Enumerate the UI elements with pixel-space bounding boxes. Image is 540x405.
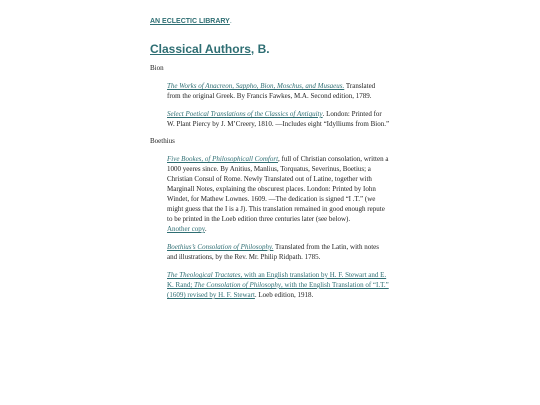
book-title-link[interactable]: The Theological Tractates xyxy=(167,271,241,279)
book-description: Translated from the Latin, with notes and illustrations, by the Rev. Mr. Philip Ridpath. 1785. xyxy=(167,243,380,261)
page-title xyxy=(150,42,390,56)
book-title-link[interactable]: Five Bookes, of Philosophicall Comfort xyxy=(167,155,279,163)
book-entry xyxy=(167,81,390,101)
page-title-letter: , B. xyxy=(250,42,270,56)
book-description: , full of Christian consolation, written a 1000 yeeres since. By Anitius, Manlius, Torquatus, Severinus, Boetius; a Christian Consul of Rome. Newly Translated out of Latine, together with Marginall Notes, explaining the obscurest places. London: Printed by Iohn Windet, for Mathew Lownes. 1609. —The dedication is signed “I .T.” (we might guess that the I is a J). This translation remained in good enough repute to be printed in the Loeb edition three centuries later (see below). xyxy=(167,155,389,223)
book-description: Translated from the original Greek. By Francis Fawkes, M.A. Second edition, 1789. xyxy=(167,82,376,100)
book-entry xyxy=(167,154,390,234)
page-content xyxy=(150,10,390,308)
book-description: . Loeb edition, 1918. xyxy=(254,291,314,299)
author-name: Boethius xyxy=(150,137,175,145)
book-entry xyxy=(167,109,390,129)
book-title-link[interactable]: Boethius’s Consolation of Philosophy. xyxy=(167,243,274,251)
author-name: Bion xyxy=(150,64,164,72)
book-link-part[interactable]: , with an English translation by H. F. Stewart and E. K. Rand; xyxy=(167,271,387,289)
site-header xyxy=(150,10,390,28)
another-copy-link[interactable]: Another copy xyxy=(167,225,205,233)
book-title-link[interactable]: Select Poetical Translations of the Classics of Antiquity xyxy=(167,110,323,118)
book-description: . London: Printed for W. Plant Piercy by J. M’Creery, 1810. —Includes eight “Idylliums from Bion.” xyxy=(167,110,390,128)
another-copy-dot: . xyxy=(204,225,207,233)
site-header-dot: . xyxy=(229,18,232,25)
site-home-link[interactable]: AN ECLECTIC LIBRARY xyxy=(150,18,230,25)
book-title-link[interactable]: The Consolation of Philosophy xyxy=(194,281,281,289)
book-title-link[interactable]: The Works of Anacreon, Sappho, Bion, Moschus, and Musaeus. xyxy=(167,82,345,90)
book-link-part[interactable]: , with the English Translation of “I.T.” (1609) revised by H. F. Stewart xyxy=(167,281,389,299)
book-entry xyxy=(167,270,390,300)
classical-authors-link[interactable]: Classical Authors xyxy=(150,42,251,56)
book-entry xyxy=(167,242,390,262)
